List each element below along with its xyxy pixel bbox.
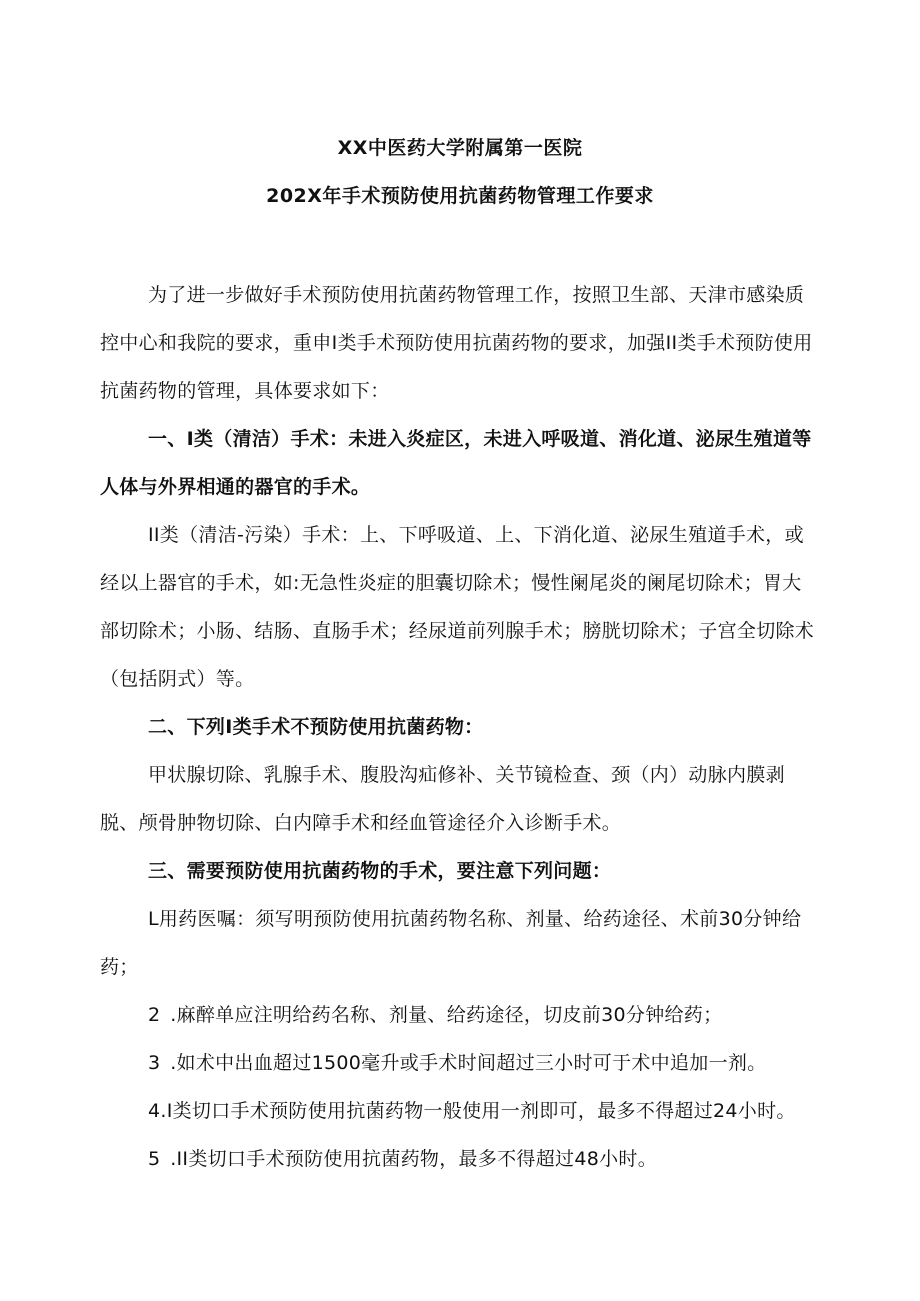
intro-line: 为了进一步做好手术预防使用抗菌药物管理工作，按照卫生部、天津市感染质: [148, 284, 805, 306]
section-2-body-line: 甲状腺切除、乳腺手术、腹股沟疝修补、关节镜检查、颈（内）动脉内膜剥: [148, 764, 785, 786]
document-title-requirements: 202X年手术预防使用抗菌药物管理工作要求: [266, 185, 654, 207]
section-1-heading: 人体与外界相通的器官的手术。: [100, 476, 371, 498]
section-3-item: 药；: [100, 956, 139, 978]
section-2-body-line: 脱、颅骨肿物切除、白内障手术和经血管途径介入诊断手术。: [100, 812, 622, 834]
section-1-heading: 一、I类（清洁）手术：未进入炎症区，未进入呼吸道、消化道、泌尿生殖道等: [148, 428, 812, 450]
section-3-item: 2 .麻醉单应注明给药名称、剂量、给药途径，切皮前30分钟给药；: [148, 1004, 723, 1026]
section-2-heading: 二、下列I类手术不预防使用抗菌药物：: [148, 716, 484, 738]
section-3-heading: 三、需要预防使用抗菌药物的手术，要注意下列问题：: [148, 860, 612, 882]
intro-line: 控中心和我院的要求，重申I类手术预防使用抗菌药物的要求，加强II类手术预防使用: [100, 332, 813, 354]
section-1-body-line: II类（清洁-污染）手术：上、下呼吸道、上、下消化道、泌尿生殖道手术，或: [148, 524, 804, 546]
section-3-item: 3 .如术中出血超过1500毫升或手术时间超过三小时可于术中追加一剂。: [148, 1052, 767, 1074]
section-3-item: 5 .II类切口手术预防使用抗菌药物，最多不得超过48小时。: [148, 1148, 658, 1170]
document-title-hospital: XX中医药大学附属第一医院: [337, 137, 583, 159]
intro-line: 抗菌药物的管理，具体要求如下：: [100, 380, 390, 402]
section-3-item: 4.I类切口手术预防使用抗菌药物一般使用一剂即可，最多不得超过24小时。: [148, 1100, 796, 1122]
section-1-body-line: 部切除术；小肠、结肠、直肠手术；经尿道前列腺手术；膀胱切除术；子宫全切除术: [100, 620, 815, 642]
section-1-body-line: 经以上器官的手术，如:无急性炎症的胆囊切除术；慢性阑尾炎的阑尾切除术；胃大: [100, 572, 802, 594]
section-3-item: L用药医嘱：须写明预防使用抗菌药物名称、剂量、给药途径、术前30分钟给: [148, 908, 802, 930]
section-1-body-line: （包括阴式）等。: [100, 668, 255, 690]
